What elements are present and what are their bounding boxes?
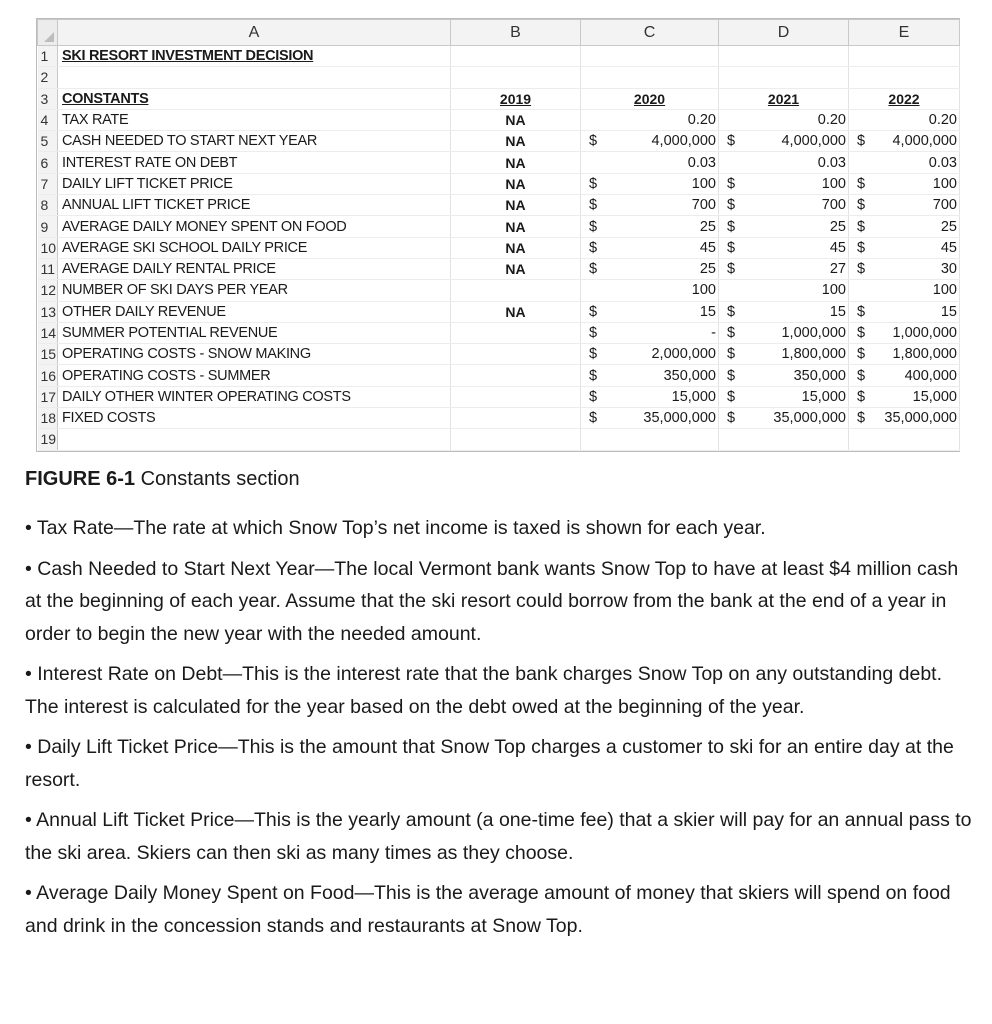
currency-symbol: $ <box>589 175 598 192</box>
currency-symbol: $ <box>589 367 598 384</box>
row-label-cell[interactable]: AVERAGE DAILY RENTAL PRICE <box>58 258 451 279</box>
currency-symbol: $ <box>857 133 866 150</box>
value-cell-2019[interactable]: NA <box>451 301 581 322</box>
bullet-annual-lift-ticket: • Annual Lift Ticket Price—This is the yearly amount (a one-time fee) that a skier will pay for an annual pass to the ski area. Skiers can then ski as many times as they choose. <box>25 809 972 864</box>
row-label-cell[interactable]: TAX RATE <box>58 109 451 130</box>
row-number[interactable]: 1 <box>38 46 58 67</box>
value-cell-2019[interactable]: NA <box>451 109 581 130</box>
value-cell-c[interactable] <box>581 322 719 343</box>
value-wrap <box>581 217 718 237</box>
column-header-d[interactable]: D <box>719 20 849 46</box>
cell-value: 0.20 <box>687 112 716 129</box>
cell-value: 30 <box>940 261 957 278</box>
value-cell-2019[interactable]: NA <box>451 131 581 152</box>
currency-symbol: $ <box>727 239 736 256</box>
sheet-title-cell[interactable]: SKI RESORT INVESTMENT DECISION <box>58 46 451 67</box>
currency-symbol: $ <box>857 367 866 384</box>
currency-symbol: $ <box>727 325 736 341</box>
row-number[interactable]: 4 <box>38 109 58 130</box>
cell[interactable] <box>849 46 960 67</box>
value-wrap <box>849 280 959 300</box>
value-cell-2019[interactable]: NA <box>451 173 581 194</box>
value-cell-e[interactable] <box>849 152 960 173</box>
value-cell-d[interactable] <box>719 152 849 173</box>
cell-value: 25 <box>699 218 716 235</box>
column-header-e[interactable]: E <box>849 20 960 46</box>
value-wrap <box>849 387 959 407</box>
value-cell-e[interactable] <box>849 344 960 365</box>
currency-symbol: $ <box>857 261 866 278</box>
spreadsheet <box>36 18 960 452</box>
value-wrap <box>849 344 959 364</box>
value-wrap <box>719 302 848 322</box>
figure-caption <box>25 468 300 491</box>
cell-value: 15 <box>829 303 846 320</box>
row-label-cell[interactable]: OTHER DAILY REVENUE <box>58 301 451 322</box>
value-wrap <box>719 174 848 194</box>
cell-value: 45 <box>699 239 716 256</box>
value-cell-c[interactable] <box>581 365 719 386</box>
currency-symbol: $ <box>589 346 598 363</box>
currency-symbol: $ <box>727 367 736 384</box>
value-cell-2019[interactable] <box>451 344 581 365</box>
figure-title: Constants section <box>135 468 300 490</box>
cell-value: 0.03 <box>817 154 846 171</box>
currency-symbol: $ <box>857 218 866 235</box>
value-cell-c[interactable] <box>581 237 719 258</box>
value-wrap <box>849 174 959 194</box>
value-cell-2019[interactable]: NA <box>451 237 581 258</box>
cell-value: 700 <box>821 197 846 214</box>
row-number[interactable]: 12 <box>38 280 58 301</box>
cell[interactable] <box>451 67 581 88</box>
cell-value: 25 <box>829 218 846 235</box>
column-header-a[interactable]: A <box>58 20 451 46</box>
cell[interactable] <box>719 46 849 67</box>
cell[interactable] <box>451 429 581 450</box>
value-wrap <box>719 323 848 343</box>
currency-symbol: $ <box>857 346 866 363</box>
value-wrap <box>849 302 959 322</box>
row-number[interactable]: 17 <box>38 386 58 407</box>
cell[interactable] <box>581 67 719 88</box>
value-wrap <box>719 366 848 386</box>
year-cell-2020[interactable]: 2020 <box>581 88 719 109</box>
cell-value: 0.03 <box>687 154 716 171</box>
value-wrap <box>719 238 848 258</box>
cell-value: 15,000 <box>671 388 716 405</box>
value-wrap <box>719 195 848 215</box>
value-wrap <box>849 217 959 237</box>
cell-value: 700 <box>932 197 957 214</box>
row-label-cell[interactable]: AVERAGE SKI SCHOOL DAILY PRICE <box>58 237 451 258</box>
value-wrap <box>849 131 959 151</box>
value-cell-e[interactable] <box>849 258 960 279</box>
value-cell-e[interactable] <box>849 280 960 301</box>
sheet-row-1 <box>38 46 960 67</box>
value-wrap <box>719 408 848 428</box>
row-label-cell[interactable]: SUMMER POTENTIAL REVENUE <box>58 322 451 343</box>
cell-value: 25 <box>940 218 957 235</box>
value-wrap <box>581 387 718 407</box>
cell[interactable] <box>581 429 719 450</box>
value-cell-d[interactable] <box>719 386 849 407</box>
value-cell-c[interactable] <box>581 109 719 130</box>
cell-value: 1,000,000 <box>781 325 846 341</box>
sheet-row-9 <box>38 216 960 237</box>
row-number[interactable]: 19 <box>38 429 58 450</box>
cell-value: 100 <box>691 282 716 299</box>
cell-value: 400,000 <box>904 367 957 384</box>
cell[interactable] <box>581 46 719 67</box>
value-wrap <box>719 344 848 364</box>
value-cell-2019[interactable] <box>451 322 581 343</box>
value-cell-e[interactable] <box>849 365 960 386</box>
column-header-row <box>38 20 960 46</box>
row-label-cell[interactable]: ANNUAL LIFT TICKET PRICE <box>58 195 451 216</box>
value-cell-e[interactable] <box>849 322 960 343</box>
cell-value: 15 <box>940 303 957 320</box>
cell[interactable] <box>58 429 451 450</box>
cell-value: 2,000,000 <box>651 346 716 363</box>
cell-value: 15,000 <box>801 388 846 405</box>
currency-symbol: $ <box>857 239 866 256</box>
value-wrap <box>581 280 718 300</box>
currency-symbol: $ <box>857 197 866 214</box>
cell-value: 15 <box>699 303 716 320</box>
value-wrap <box>719 217 848 237</box>
currency-symbol: $ <box>727 133 736 150</box>
sheet-row-5 <box>38 131 960 152</box>
row-number[interactable]: 8 <box>38 195 58 216</box>
value-cell-d[interactable] <box>719 173 849 194</box>
currency-symbol: $ <box>727 261 736 278</box>
bullet-list <box>25 512 975 950</box>
cell[interactable] <box>719 429 849 450</box>
sheet-row-7 <box>38 173 960 194</box>
year-cell-2021[interactable]: 2021 <box>719 88 849 109</box>
value-wrap <box>581 153 718 173</box>
sheet-row-17 <box>38 386 960 407</box>
value-cell-e[interactable] <box>849 386 960 407</box>
cell-value: 1,000,000 <box>892 325 957 341</box>
currency-symbol: $ <box>857 175 866 192</box>
currency-symbol: $ <box>727 197 736 214</box>
cell-value: 25 <box>699 261 716 278</box>
cell[interactable] <box>849 67 960 88</box>
value-wrap <box>719 280 848 300</box>
cell-value: 100 <box>932 175 957 192</box>
value-cell-d[interactable] <box>719 216 849 237</box>
value-cell-e[interactable] <box>849 195 960 216</box>
row-label-cell[interactable]: NUMBER OF SKI DAYS PER YEAR <box>58 280 451 301</box>
sheet-row-8 <box>38 195 960 216</box>
bullet-interest-rate: • Interest Rate on Debt—This is the interest rate that the bank charges Snow Top on any outstanding debt. The interest is calculated for the year based on the debt owed at the beginning of the year. <box>25 663 943 718</box>
currency-symbol: $ <box>589 325 598 341</box>
row-number[interactable]: 10 <box>38 237 58 258</box>
value-cell-d[interactable] <box>719 408 849 429</box>
value-wrap <box>581 302 718 322</box>
value-wrap <box>849 323 959 343</box>
cell-value: 45 <box>829 239 846 256</box>
value-wrap <box>719 259 848 279</box>
cell[interactable] <box>719 67 849 88</box>
value-cell-e[interactable] <box>849 237 960 258</box>
year-cell-2019[interactable]: 2019 <box>451 88 581 109</box>
value-cell-2019[interactable]: NA <box>451 152 581 173</box>
currency-symbol: $ <box>727 218 736 235</box>
cell-value: 1,800,000 <box>781 346 846 363</box>
row-number[interactable]: 13 <box>38 301 58 322</box>
row-number[interactable]: 3 <box>38 88 58 109</box>
currency-symbol: $ <box>727 410 736 427</box>
cell-value: 4,000,000 <box>781 133 846 150</box>
column-header-b[interactable]: B <box>451 20 581 46</box>
row-number[interactable]: 6 <box>38 152 58 173</box>
currency-symbol: $ <box>589 261 598 278</box>
value-cell-e[interactable] <box>849 408 960 429</box>
currency-symbol: $ <box>589 197 598 214</box>
sheet-row-15 <box>38 344 960 365</box>
sheet-row-18 <box>38 408 960 429</box>
value-wrap <box>581 366 718 386</box>
sheet-row-13 <box>38 301 960 322</box>
value-wrap <box>849 195 959 215</box>
row-label-cell[interactable]: CASH NEEDED TO START NEXT YEAR <box>58 131 451 152</box>
value-cell-c[interactable] <box>581 195 719 216</box>
currency-symbol: $ <box>589 388 598 405</box>
value-wrap <box>581 259 718 279</box>
value-cell-c[interactable] <box>581 152 719 173</box>
value-cell-c[interactable] <box>581 258 719 279</box>
cell-value: 27 <box>829 261 846 278</box>
bullet-tax-rate: • Tax Rate—The rate at which Snow Top’s net income is taxed is shown for each year. <box>25 517 766 539</box>
value-cell-d[interactable] <box>719 195 849 216</box>
value-cell-2019[interactable] <box>451 280 581 301</box>
value-wrap <box>849 238 959 258</box>
value-wrap <box>719 387 848 407</box>
value-cell-c[interactable] <box>581 173 719 194</box>
cell-value: 0.20 <box>928 112 957 129</box>
row-label-cell[interactable]: INTEREST RATE ON DEBT <box>58 152 451 173</box>
cell-value: 100 <box>932 282 957 299</box>
value-wrap <box>719 110 848 130</box>
value-wrap <box>849 408 959 428</box>
sheet-row-4 <box>38 109 960 130</box>
row-label-cell[interactable]: OPERATING COSTS - SNOW MAKING <box>58 344 451 365</box>
currency-symbol: $ <box>727 175 736 192</box>
sheet-row-6 <box>38 152 960 173</box>
cell-value: 0.20 <box>817 112 846 129</box>
value-cell-c[interactable] <box>581 301 719 322</box>
sheet-row-11 <box>38 258 960 279</box>
currency-symbol: $ <box>727 388 736 405</box>
cell-value: 45 <box>940 239 957 256</box>
constants-table <box>37 19 960 451</box>
value-cell-2019[interactable] <box>451 408 581 429</box>
constants-header-cell[interactable]: CONSTANTS <box>58 88 451 109</box>
cell-value: 1,800,000 <box>892 346 957 363</box>
row-label-cell[interactable]: DAILY LIFT TICKET PRICE <box>58 173 451 194</box>
bullet-food-spending: • Average Daily Money Spent on Food—This is the average amount of money that skiers will spend on food and drink in the concession stands and restaurants at Snow Top. <box>25 882 951 937</box>
year-cell-2022[interactable]: 2022 <box>849 88 960 109</box>
row-number[interactable]: 15 <box>38 344 58 365</box>
currency-symbol: $ <box>589 239 598 256</box>
value-cell-e[interactable] <box>849 216 960 237</box>
cell-value: 35,000,000 <box>773 410 846 427</box>
row-number[interactable]: 9 <box>38 216 58 237</box>
cell-value: 0.03 <box>928 154 957 171</box>
value-wrap <box>581 195 718 215</box>
value-cell-c[interactable] <box>581 280 719 301</box>
cell[interactable] <box>849 429 960 450</box>
cell[interactable] <box>451 46 581 67</box>
row-label-cell[interactable]: FIXED COSTS <box>58 408 451 429</box>
value-wrap <box>581 174 718 194</box>
row-number[interactable]: 18 <box>38 408 58 429</box>
value-wrap <box>849 259 959 279</box>
currency-symbol: $ <box>857 303 866 320</box>
value-cell-e[interactable] <box>849 109 960 130</box>
value-cell-c[interactable] <box>581 408 719 429</box>
value-wrap <box>581 131 718 151</box>
value-cell-d[interactable] <box>719 280 849 301</box>
currency-symbol: $ <box>727 303 736 320</box>
cell-value: 100 <box>821 282 846 299</box>
value-cell-2019[interactable]: NA <box>451 216 581 237</box>
cell-value: 350,000 <box>663 367 716 384</box>
cell-value: 4,000,000 <box>651 133 716 150</box>
value-cell-e[interactable] <box>849 301 960 322</box>
value-cell-d[interactable] <box>719 131 849 152</box>
value-wrap <box>581 110 718 130</box>
value-cell-2019[interactable] <box>451 386 581 407</box>
cell-value: 35,000,000 <box>884 410 957 427</box>
row-number[interactable]: 16 <box>38 365 58 386</box>
value-wrap <box>719 131 848 151</box>
value-wrap <box>849 366 959 386</box>
value-cell-d[interactable] <box>719 301 849 322</box>
row-number[interactable]: 14 <box>38 322 58 343</box>
value-cell-e[interactable] <box>849 173 960 194</box>
row-number[interactable]: 11 <box>38 258 58 279</box>
sheet-row-19 <box>38 429 960 450</box>
row-label-cell[interactable]: AVERAGE DAILY MONEY SPENT ON FOOD <box>58 216 451 237</box>
value-cell-c[interactable] <box>581 131 719 152</box>
cell-value: 4,000,000 <box>892 133 957 150</box>
value-wrap <box>581 238 718 258</box>
value-wrap <box>581 408 718 428</box>
sheet-row-16 <box>38 365 960 386</box>
currency-symbol: $ <box>857 388 866 405</box>
value-cell-d[interactable] <box>719 258 849 279</box>
cell[interactable] <box>58 67 451 88</box>
bullet-cash-needed: • Cash Needed to Start Next Year—The local Vermont bank wants Snow Top to have at least $4 million cash at the beginning of each year. Assume that the ski resort could borrow from the bank at the end of a year in order to begin the new year with the needed amount. <box>25 557 959 645</box>
figure-label: FIGURE 6-1 <box>25 468 136 490</box>
value-cell-d[interactable] <box>719 365 849 386</box>
currency-symbol: $ <box>857 325 866 341</box>
cell-value: 100 <box>821 175 846 192</box>
currency-symbol: $ <box>857 410 866 427</box>
value-wrap <box>849 110 959 130</box>
value-cell-2019[interactable]: NA <box>451 195 581 216</box>
value-cell-2019[interactable]: NA <box>451 258 581 279</box>
currency-symbol: $ <box>589 303 598 320</box>
cell-value: 350,000 <box>793 367 846 384</box>
row-number[interactable]: 5 <box>38 131 58 152</box>
value-cell-c[interactable] <box>581 216 719 237</box>
sheet-row-2 <box>38 67 960 88</box>
value-cell-e[interactable] <box>849 131 960 152</box>
sheet-row-10 <box>38 237 960 258</box>
sheet-row-14 <box>38 322 960 343</box>
row-number[interactable]: 7 <box>38 173 58 194</box>
value-wrap <box>849 153 959 173</box>
cell-value: - <box>711 325 716 341</box>
currency-symbol: $ <box>727 346 736 363</box>
value-cell-d[interactable] <box>719 109 849 130</box>
value-wrap <box>719 153 848 173</box>
sheet-row-3 <box>38 88 960 109</box>
sheet-row-12 <box>38 280 960 301</box>
column-header-c[interactable]: C <box>581 20 719 46</box>
row-label-cell[interactable]: OPERATING COSTS - SUMMER <box>58 365 451 386</box>
bullet-daily-lift-ticket: • Daily Lift Ticket Price—This is the amount that Snow Top charges a customer to ski for an entire day at the resort. <box>25 736 954 791</box>
row-label-cell[interactable]: DAILY OTHER WINTER OPERATING COSTS <box>58 386 451 407</box>
value-cell-d[interactable] <box>719 344 849 365</box>
currency-symbol: $ <box>589 410 598 427</box>
currency-symbol: $ <box>589 133 598 150</box>
cell-value: 100 <box>691 175 716 192</box>
value-cell-c[interactable] <box>581 386 719 407</box>
value-wrap <box>581 323 718 343</box>
cell-value: 700 <box>691 197 716 214</box>
cell-value: 15,000 <box>912 388 957 405</box>
value-cell-c[interactable] <box>581 344 719 365</box>
row-number[interactable]: 2 <box>38 67 58 88</box>
value-wrap <box>581 344 718 364</box>
value-cell-2019[interactable] <box>451 365 581 386</box>
value-cell-d[interactable] <box>719 237 849 258</box>
value-cell-d[interactable] <box>719 322 849 343</box>
select-all-corner[interactable] <box>38 20 58 46</box>
currency-symbol: $ <box>589 218 598 235</box>
cell-value: 35,000,000 <box>643 410 716 427</box>
